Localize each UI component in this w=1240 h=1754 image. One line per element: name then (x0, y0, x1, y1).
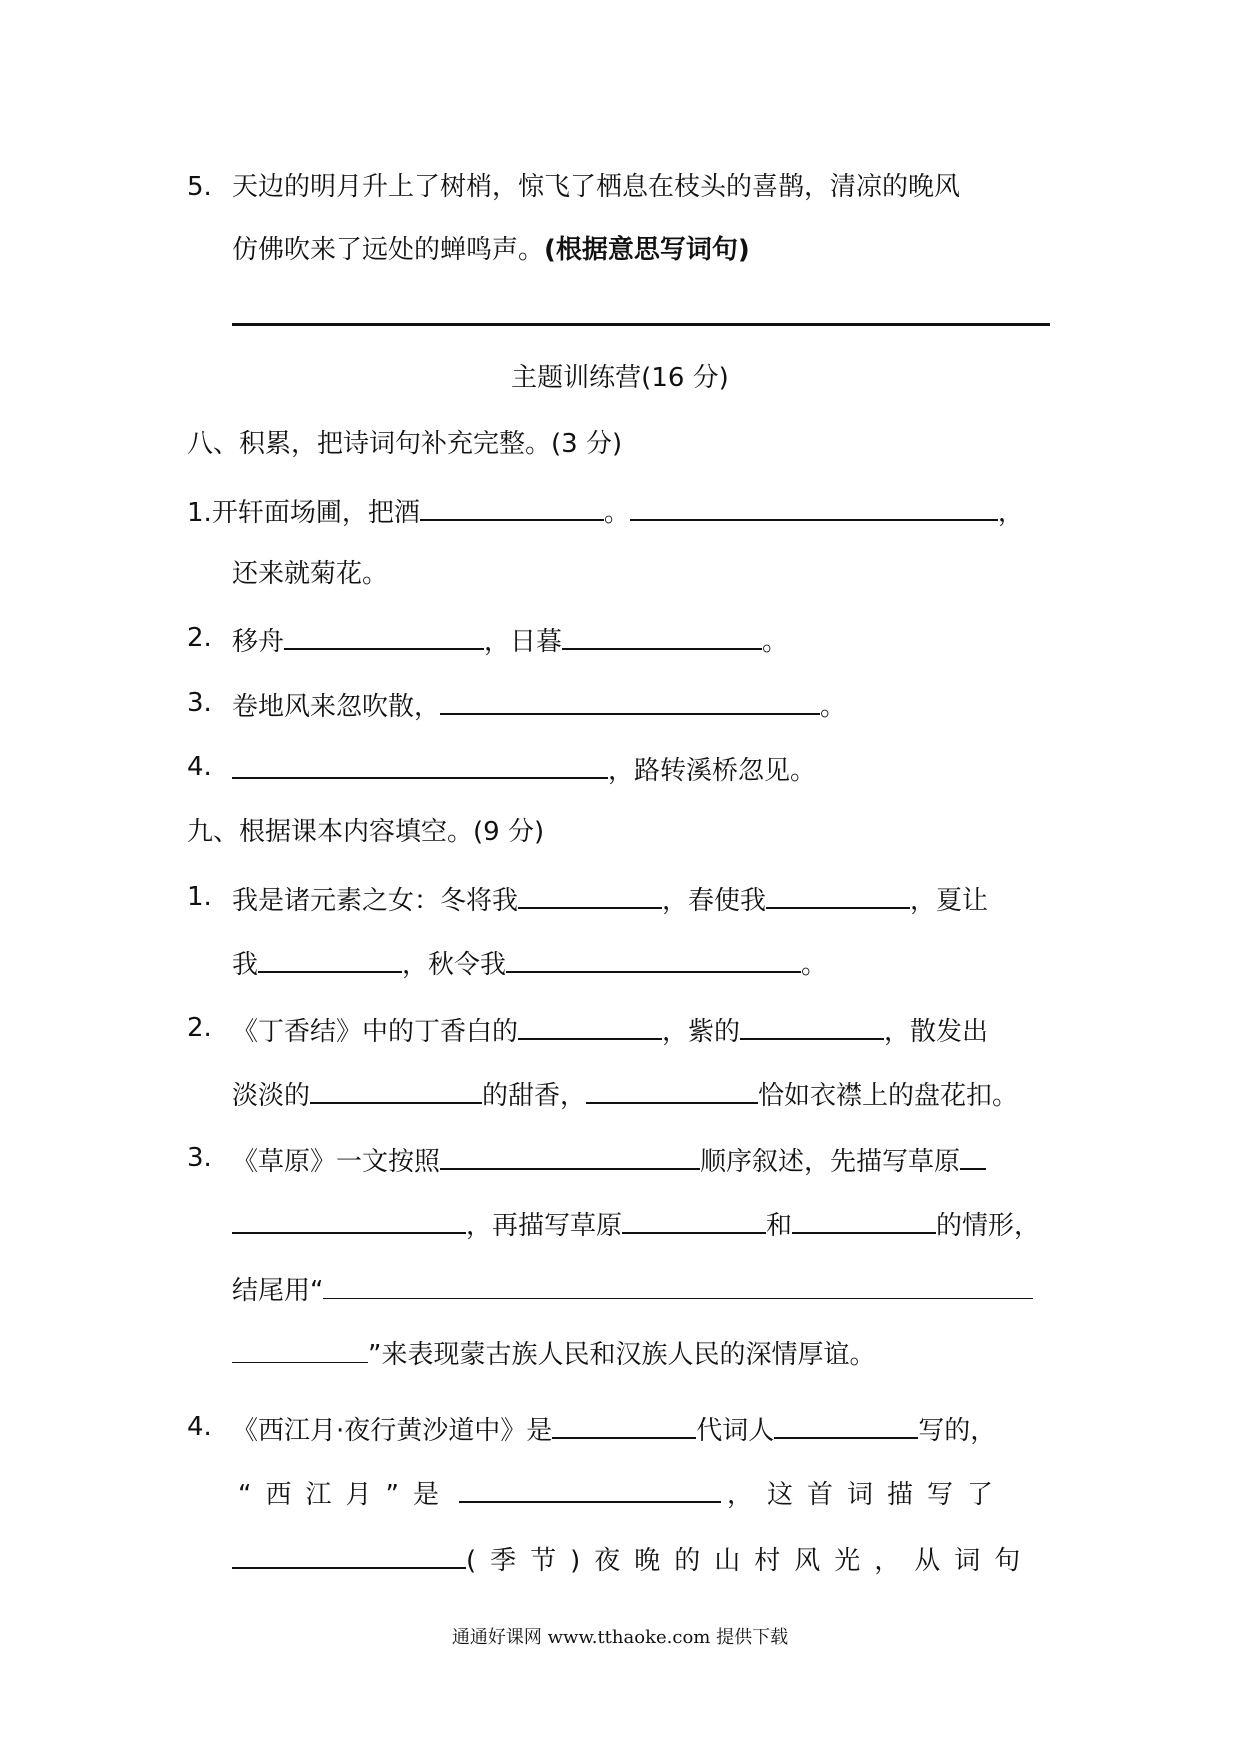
blank[interactable] (459, 1473, 721, 1503)
question-text: ，夏让 (910, 886, 989, 916)
question-text: 《草原》一文按照 (232, 1147, 441, 1177)
question-text: ，散发出 (884, 1017, 989, 1047)
question-text: 淡淡的 (232, 1081, 311, 1111)
blank[interactable] (310, 1074, 482, 1104)
question-text: 我 (232, 950, 259, 980)
blank[interactable] (586, 1074, 758, 1104)
question-text: ，春使我 (662, 886, 767, 916)
question-text: “西江月”是 (238, 1480, 453, 1510)
s9-q4-line2 (238, 1473, 1007, 1509)
footer-text: 通通好课网 www.tthaoke.com 提供下载 (451, 1627, 789, 1648)
s9-q4-line3 (232, 1539, 1034, 1575)
s8-q1 (187, 491, 1024, 527)
question-text: 《丁香结》中的丁香白的 (232, 1017, 519, 1047)
question-text: 天边的明月升上了树梢，惊飞了栖息在枝头的喜鹊，清凉的晚风 (232, 172, 961, 202)
section-9-title: 九、根据课本内容填空。(9 分) (187, 817, 545, 847)
section-8-title: 八、积累，把诗词句补充完整。(3 分) (187, 429, 623, 459)
question-text: 和 (766, 1211, 793, 1241)
question-number: 5. (187, 172, 212, 202)
blank[interactable] (792, 1204, 936, 1234)
blank[interactable] (232, 1204, 466, 1234)
question-text: 。 (603, 498, 630, 528)
answer-line[interactable] (232, 323, 1050, 326)
question-number: 2. (187, 1013, 212, 1043)
blank[interactable] (518, 879, 662, 909)
blank[interactable] (258, 943, 402, 973)
blank[interactable] (232, 1539, 466, 1569)
question-number: 4. (187, 752, 212, 782)
question-text: 我是诸元素之女：冬将我 (232, 886, 519, 916)
question-text: (季节)夜晚的山村风光，从词句 (466, 1546, 1035, 1576)
blank[interactable] (622, 1204, 766, 1234)
question-text: 仿佛吹来了远处的蝉鸣声。 (232, 235, 545, 265)
question-number: 2. (187, 623, 212, 653)
question-text: ，路转溪桥忽见。 (608, 756, 817, 786)
question-text: 卷地风来忽吹散， (232, 692, 441, 722)
blank[interactable] (506, 943, 801, 973)
s9-q3-line2 (232, 1204, 1040, 1240)
question-text: 开轩面场圃，把酒 (211, 498, 420, 528)
blank[interactable] (766, 879, 910, 909)
blank[interactable] (323, 1270, 1033, 1299)
question-text: ，紫的 (662, 1017, 741, 1047)
question-text: 代词人 (696, 1416, 775, 1446)
blank[interactable] (284, 620, 484, 650)
blank[interactable] (440, 685, 820, 715)
blank[interactable] (232, 1334, 368, 1363)
question-text: 。 (801, 950, 828, 980)
blank[interactable] (630, 491, 998, 521)
question-number: 3. (187, 1143, 212, 1173)
question-hint: (根据意思写词句) (544, 235, 750, 265)
question-number: 3. (187, 688, 212, 718)
s9-q2-line2 (232, 1074, 1018, 1110)
question-text: ，日暮 (484, 627, 563, 657)
question-text: 《西江月·夜行黄沙道中》是 (232, 1416, 553, 1446)
s9-q3-line4 (232, 1334, 875, 1370)
question-text: ，再描写草原 (466, 1211, 623, 1241)
question-text: 移舟 (232, 627, 285, 657)
question-text: 写的， (918, 1416, 997, 1446)
question-text: 恰如衣襟上的盘花扣。 (758, 1081, 1019, 1111)
question-number: 4. (187, 1412, 212, 1442)
question-text: ”来表现蒙古族人民和汉族人民的深情厚谊。 (368, 1340, 876, 1370)
blank[interactable] (774, 1409, 918, 1439)
question-number: 1. (187, 882, 212, 912)
question-text: 的情形， (936, 1211, 1041, 1241)
question-text: 。 (762, 627, 789, 657)
blank[interactable] (552, 1409, 696, 1439)
blank[interactable] (562, 620, 762, 650)
blank[interactable] (232, 749, 608, 779)
blank[interactable] (518, 1010, 662, 1040)
s9-q3-line3 (232, 1270, 1033, 1306)
question-text: ，秋令我 (402, 950, 507, 980)
question-text: ， (997, 498, 1024, 528)
q5-line2 (232, 232, 750, 268)
blank[interactable] (440, 1140, 700, 1170)
question-text: 结尾用“ (232, 1276, 324, 1306)
question-text: ，这首词描写了 (726, 1480, 1007, 1510)
blank[interactable] (740, 1010, 884, 1040)
question-number: 1. (187, 498, 212, 528)
question-text: 顺序叙述，先描写草原 (700, 1147, 961, 1177)
s8-q1-line2: 还来就菊花。 (232, 559, 389, 589)
s9-q1-line2 (232, 943, 827, 979)
section-title: 主题训练营(16 分) (511, 363, 729, 393)
blank[interactable] (960, 1140, 986, 1170)
question-text: 的甜香， (482, 1081, 587, 1111)
question-text: 。 (820, 692, 847, 722)
blank[interactable] (420, 491, 604, 521)
